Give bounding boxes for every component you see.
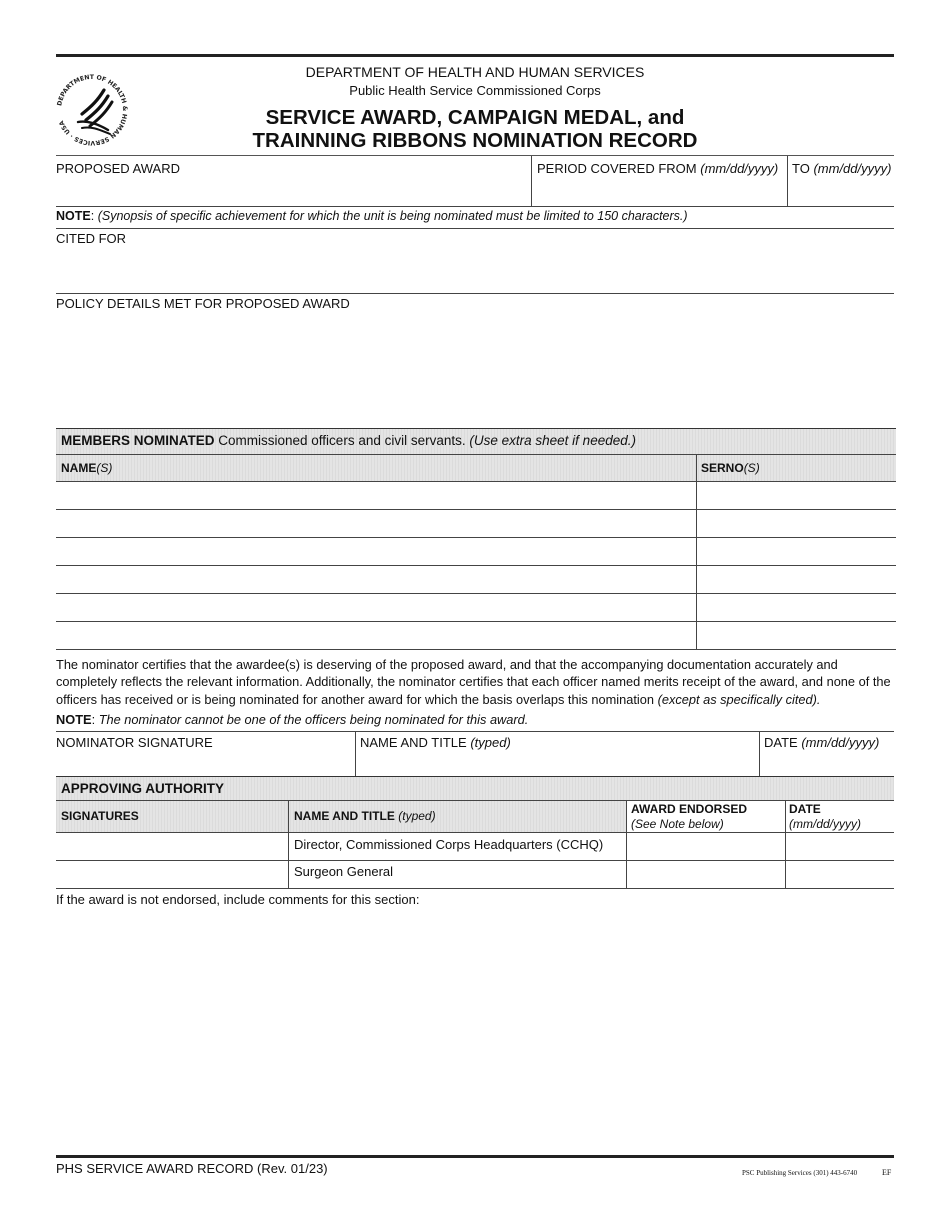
approver-signature-field[interactable]	[56, 833, 288, 860]
comments-prompt: If the award is not endorsed, include comments for this section:	[56, 892, 420, 907]
approval-date-field[interactable]	[786, 861, 894, 888]
member-serno-input[interactable]	[697, 622, 896, 649]
form-name-footer: PHS SERVICE AWARD RECORD (Rev. 01/23)	[56, 1161, 328, 1176]
cited-for-field[interactable]	[56, 229, 894, 293]
nominator-date-field[interactable]	[760, 732, 894, 776]
nominator-signature-label: NOMINATOR SIGNATURE	[56, 735, 213, 750]
note-synopsis: NOTE: (Synopsis of specific achievement for which the unit is being nominated must be limited to 150 characters.)	[56, 209, 688, 223]
certification-text: The nominator certifies that the awardee(s) is deserving of the proposed award, and that the accompanying documentation accurately and completely reflects the relevant information. Additionally, the nominator certifies that each officer named merits receipt of the award, and none of the officers has received or is being nominated for another award for which the basis overlaps this nomination (except as specifically cited).	[56, 657, 891, 707]
col-date-header: DATE	[789, 802, 821, 816]
ef-footer: EF	[882, 1168, 892, 1177]
nominator-name-title-field[interactable]	[356, 732, 759, 776]
award-endorsed-field[interactable]	[627, 833, 785, 860]
member-serno-input[interactable]	[697, 482, 896, 509]
policy-details-label: POLICY DETAILS MET FOR PROPOSED AWARD	[56, 296, 350, 311]
nominator-date-label: DATE (mm/dd/yyyy)	[764, 735, 880, 750]
member-serno-input[interactable]	[697, 566, 896, 593]
top-rule	[56, 54, 894, 57]
member-serno-input[interactable]	[697, 594, 896, 621]
members-columns-bar	[56, 455, 896, 481]
approving-authority-title: APPROVING AUTHORITY	[61, 781, 225, 796]
nominator-signature-field[interactable]	[56, 732, 355, 776]
proposed-award-field[interactable]	[56, 156, 531, 206]
policy-details-field[interactable]	[56, 294, 894, 427]
period-to-field[interactable]	[788, 156, 894, 206]
agency-name: Public Health Service Commissioned Corps	[349, 83, 601, 98]
col-date-format: (mm/dd/yyyy)	[789, 817, 861, 831]
form-title-line1: SERVICE AWARD, CAMPAIGN MEDAL, and	[265, 106, 685, 129]
period-to-label: TO (mm/dd/yyyy)	[792, 161, 892, 176]
form-title-line2: TRAINNING RIBBONS NOMINATION RECORD	[252, 129, 698, 152]
proposed-award-label: PROPOSED AWARD	[56, 161, 181, 176]
period-from-label: PERIOD COVERED FROM (mm/dd/yyyy)	[537, 161, 779, 176]
nominator-name-title-label: NAME AND TITLE (typed)	[360, 735, 511, 750]
publisher-footer: PSC Publishing Services (301) 443-6740	[742, 1169, 858, 1177]
approver-name-surgeon-general: Surgeon General	[294, 864, 394, 879]
approver-name-cchq: Director, Commissioned Corps Headquarters (CCHQ)	[294, 837, 604, 852]
col-signatures-header: SIGNATURES	[61, 809, 139, 823]
note-nominator: NOTE: The nominator cannot be one of the officers being nominated for this award.	[56, 712, 529, 727]
members-nominated-title: MEMBERS NOMINATED Commissioned officers and civil servants. (Use extra sheet if needed.)	[61, 433, 636, 448]
col-name-title-header: NAME AND TITLE (typed)	[294, 809, 436, 823]
member-name-input[interactable]	[56, 482, 696, 509]
member-name-input[interactable]	[56, 622, 696, 649]
department-name: DEPARTMENT OF HEALTH AND HUMAN SERVICES	[305, 64, 645, 80]
member-serno-input[interactable]	[697, 510, 896, 537]
col-serno-header: SERNO(S)	[701, 461, 760, 475]
comments-field[interactable]	[56, 890, 894, 1150]
member-name-input[interactable]	[56, 566, 696, 593]
hhs-seal-logo	[52, 70, 132, 150]
member-name-input[interactable]	[56, 538, 696, 565]
bottom-rule	[56, 1155, 894, 1158]
cited-for-label: CITED FOR	[56, 231, 127, 246]
svg-text:DEPARTMENT OF HEALTH & HUMAN S: DEPARTMENT OF HEALTH & HUMAN SERVICES · USA	[56, 73, 129, 147]
col-award-endorsed-note: (See Note below)	[631, 817, 724, 831]
col-names-header: NAME(S)	[61, 461, 113, 475]
approval-date-field[interactable]	[786, 833, 894, 860]
member-serno-input[interactable]	[697, 538, 896, 565]
member-name-input[interactable]	[56, 594, 696, 621]
col-award-endorsed-header: AWARD ENDORSED	[631, 802, 748, 816]
period-from-field[interactable]	[532, 156, 787, 206]
approver-signature-field[interactable]	[56, 861, 288, 888]
member-name-input[interactable]	[56, 510, 696, 537]
award-endorsed-field[interactable]	[627, 861, 785, 888]
